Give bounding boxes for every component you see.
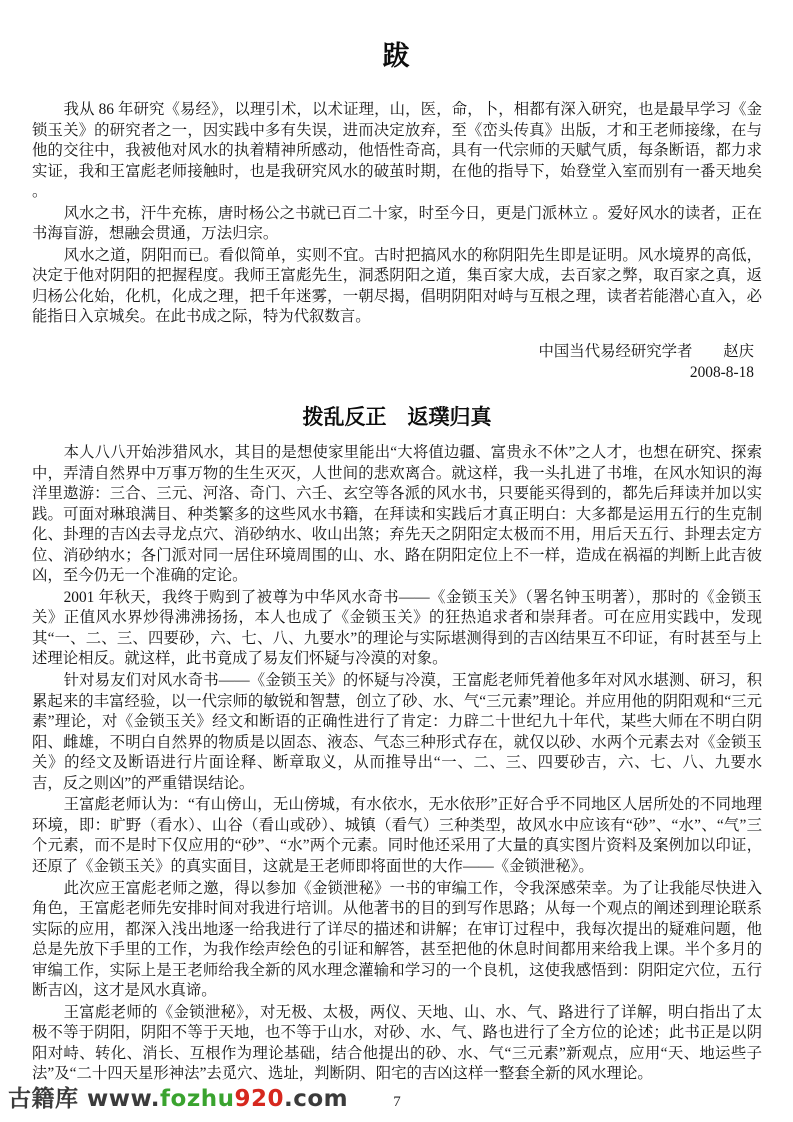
- paragraph: 王富彪老师认为：“有山傍山，无山傍城，有水依水，无水依形”正好合乎不同地区人居所处的不同地理环境，即：旷野（看水）、山谷（看山或砂）、城镇（看气）三种类型，故风水中应该有“砂”、“水”、“气”三个元素，而不是时下仅应用的“砂”、“水”两个元素。同时他还采用了大量的真实图片资料及案例加以印证，还原了《金锁玉关》的真实面目，这就是王老师即将面世的大作——《金锁泄秘》。: [32, 796, 762, 875]
- paragraph: 此次应王富彪老师之邀，得以参加《金锁泄秘》一书的审编工作，令我深感荣幸。为了让我能尽快进入角色，王富彪老师先安排时间对我进行培训。从他著书的目的到写作思路；从每一个观点的阐述到理论联系实际的应用，都深入浅出地逐一给我进行了详尽的描述和讲解；在审订过程中，我每次提出的疑难问题，他总是先放下手里的工作，为我作绘声绘色的引证和解答，甚至把他的休息时间都用来给我上课。半个多月的审编工作，实际上是王老师给我全新的风水理念灌输和学习的一个良机，这使我感悟到：阴阳定穴位，五行断吉凶，这才是风水真谛。: [32, 879, 762, 1000]
- author-signature: 中国当代易经研究学者 赵庆: [538, 343, 754, 361]
- paragraph: 2001 年秋天，我终于购到了被尊为中华风水奇书——《金锁玉关》（署名钟玉明著），那时的《金锁玉关》正值风水界炒得沸沸扬扬，本人也成了《金锁玉关》的狂热追求者和崇拜者。可在应用实践中，发现其“一、二、三、四要砂，六、七、八、九要水”的理论与实际堪测得到的吉凶结果互不印证，有时甚至与上述理论相反。就这样，此书竟成了易友们怀疑与冷漠的对象。: [32, 588, 762, 668]
- paragraph: 针对易友们对风水奇书——《金锁玉关》的怀疑与冷漠，王富彪老师凭着他多年对风水堪测、研习，积累起来的丰富经验，以一代宗师的敏锐和智慧，创立了砂、水、气“三元素”理论。并应用他的阴阳观和“三元素”理论，对《金锁玉关》经文和断语的正确性进行了肯定：力辟二十世纪九十年代，某些大师在不明白阴阳、雌雄，不明白自然界的物质是以固态、液态、气态三种形式存在，就仅以砂、水两个元素去对《金锁玉关》的经文及断语进行片面诠释、断章取义，从而推导出“一、二、三、四要砂吉，六、七、八、九要水吉，反之则凶”的严重错误结论。: [32, 672, 762, 792]
- signature-block: [32, 341, 762, 383]
- signature-date: 2008-8-18: [689, 364, 754, 382]
- page-number: 7: [393, 1093, 401, 1110]
- paragraph: 风水之道，阴阳而已。看似简单，实则不宜。古时把搞风水的称阴阳先生即是证明。风水境界的高低，决定于他对阴阳的把握程度。我师王富彪先生，洞悉阴阳之道，集百家大成，去百家之弊，取百家之真，返归杨公化始，化机，化成之理，把千年迷雾，一朝尽揭，倡明阴阳对峙与互根之理，读者若能潜心直入，必能指日入京城矣。在此书成之际，特为代叙数言。: [32, 246, 762, 326]
- paragraph: 风水之书，汗牛充栋，唐时杨公之书就已百二十家，时至今日，更是门派林立 。爱好风水的读者，正在书海盲游，想融会贯通，万法归宗。: [32, 204, 762, 243]
- page-content: [32, 40, 762, 1111]
- watermark-url-suffix: .com: [284, 1086, 349, 1112]
- watermark-url-www: www.: [78, 1086, 161, 1112]
- watermark-url-green: fozhu: [160, 1086, 235, 1112]
- watermark-url-red: 920: [234, 1086, 284, 1112]
- paragraph: 我从 86 年研究《易经》，以理引术，以术证理，山，医，命，卜，相都有深入研究，也是最早学习《金锁玉关》的研究者之一，因实践中多有失误，进而决定放弃，至《峦头传真》出版，才和王老师接缘，在与他的交往中，我被他对风水的执着精神所感动，他悟性奇高，具有一代宗师的天赋气质，每条断语，都力求实证，我和王富彪老师接触时，也是我研究风水的破茧时期，在他的指导下，始登堂入室而别有一番天地矣 。: [32, 101, 762, 201]
- paragraph: 王富彪老师的《金锁泄秘》，对无极、太极，两仪、天地、山、水、气、路进行了详解，明白指出了太极不等于阴阳，阴阳不等于天地，也不等于山水，对砂、水、气、路也进行了全方位的论述；此书正是以阴阳对峙、转化、消长、互根作为理论基础，结合他提出的砂、水、气“三元素”新观点，应用“天、地运些子法”及“二十四天星形神法”去觅穴、选址，判断阴、阳宅的吉凶这样一整套全新的风水理论。: [32, 1003, 762, 1083]
- postscript-title: 跋: [382, 41, 412, 71]
- paragraph: 本人八八开始涉猎风水，其目的是想使家里能出“大将值边疆、富贵永不休”之人才，也想在研究、探索中，弄清自然界中万事万物的生生灭灭，人世间的悲欢离合。就这样，我一头扎进了书堆，在风水知识的海洋里遨游：三合、三元、河洛、奇门、六壬、玄空等各派的风水书，只要能买得到的，都先后拜读并加以实践。可面对琳琅满目、种类繁多的这些风水书籍，在拜读和实践后才真正明白：大多都是运用五行的生克制化、卦理的吉凶去寻龙点穴、消砂纳水、收山出煞；弃先天之阴阳定太极而不用，用后天五行、卦理去定方位、消砂纳水；各门派对同一居住环境周围的山、水、路在阴阳定位上不一样，造成在祸福的判断上此吉彼凶，至今仍无一个准确的定论。: [32, 444, 762, 585]
- section-title: 拨乱反正 返璞归真: [302, 405, 492, 430]
- site-watermark: [8, 1086, 348, 1112]
- watermark-site-name: 古籍库: [8, 1086, 79, 1112]
